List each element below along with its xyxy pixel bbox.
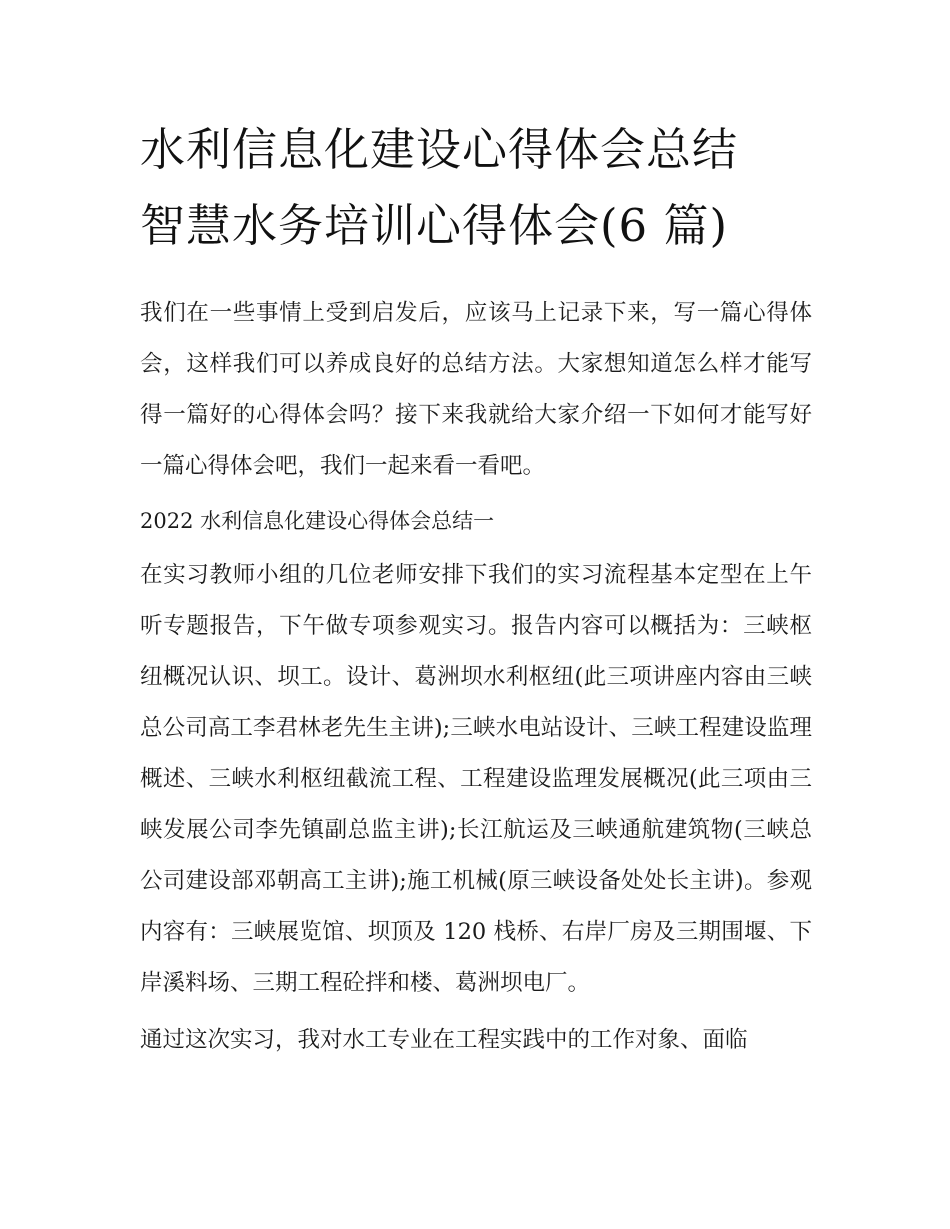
section-heading: 2022 水利信息化建设心得体会总结一 bbox=[140, 509, 495, 533]
document-body bbox=[140, 288, 812, 1066]
document-title bbox=[140, 112, 812, 264]
intro-paragraph: 我们在一些事情上受到启发后，应该马上记录下来，写一篇心得体会，这样我们可以养成良好的总结方法。大家想知道怎么样才能写得一篇好的心得体会吗？接下来我就给大家介绍一下如何才能写好一篇心得体会吧，我们一起来看一看吧。 bbox=[140, 300, 812, 479]
title-line-1: 水利信息化建设心得体会总结 bbox=[140, 123, 739, 176]
title-line-2: 智慧水务培训心得体会(6 篇) bbox=[140, 199, 729, 252]
body-paragraph-2: 通过这次实习，我对水工专业在工程实践中的工作对象、面临 bbox=[140, 1027, 748, 1053]
document-page bbox=[140, 112, 812, 1072]
body-paragraph-1: 在实习教师小组的几位老师安排下我们的实习流程基本定型在上午听专题报告，下午做专项参观实习。报告内容可以概括为：三峡枢纽概况认识、坝工。设计、葛洲坝水利枢纽(此三项讲座内容由三峡总公司高工李君林老先生主讲);三峡水电站设计、三峡工程建设监理概述、三峡水利枢纽截流工程、工程建设监理发展概况(此三项由三峡发展公司李先镇副总监主讲);长江航运及三峡通航建筑物(三峡总公司建设部邓朝高工主讲);施工机械(原三峡设备处处长主讲)。参观内容有：三峡展览馆、坝顶及 120 栈桥、右岸厂房及三期围堰、下岸溪料场、三期工程砼拌和楼、葛洲坝电厂。 bbox=[140, 562, 812, 996]
